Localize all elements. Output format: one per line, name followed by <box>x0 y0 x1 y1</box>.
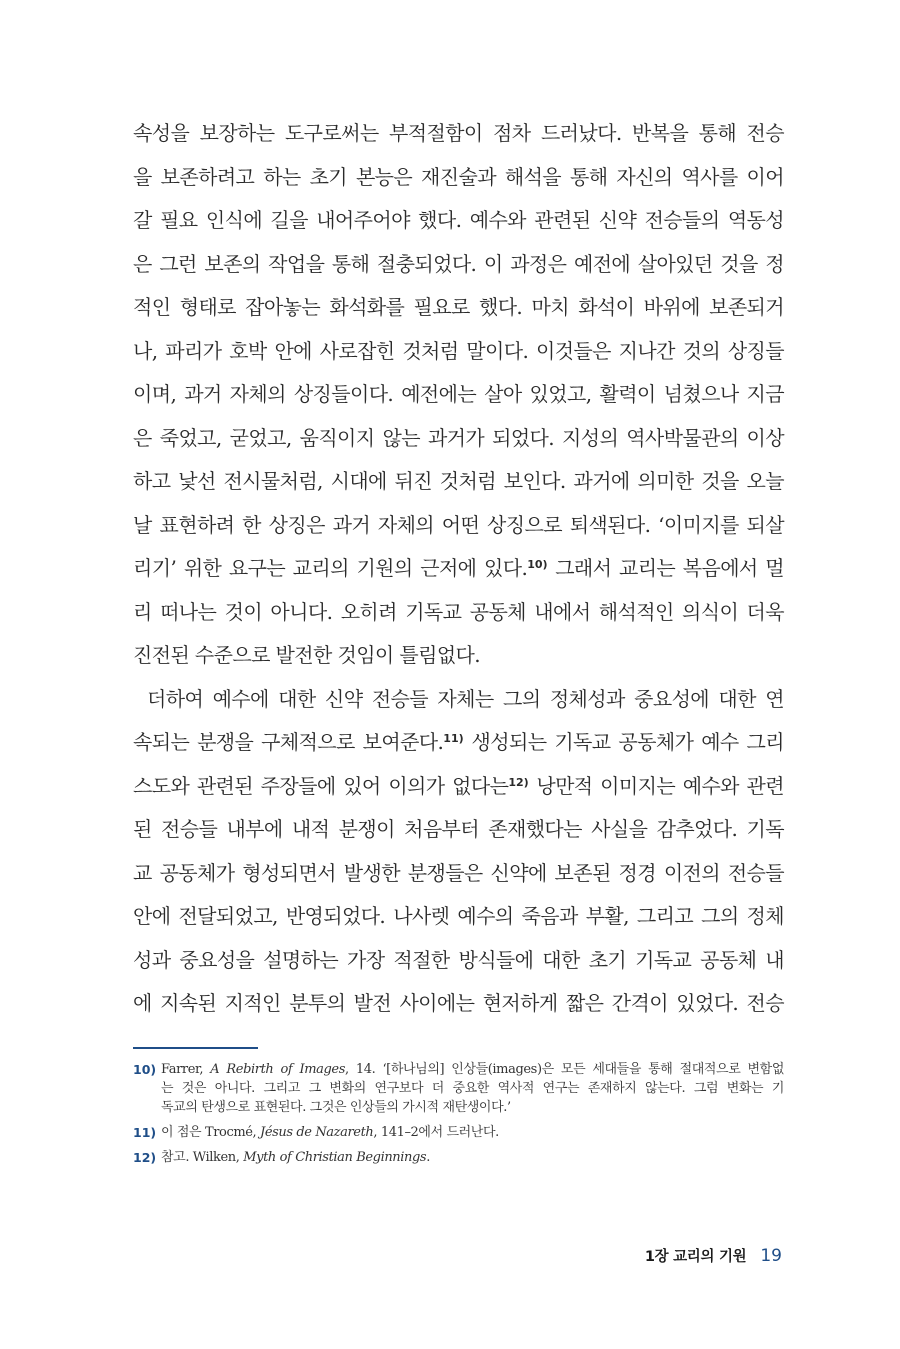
footnote-line: 독교의 탄생으로 표현된다. 그것은 인상들의 가시적 재탄생이다.’ <box>161 1100 511 1115</box>
text-line: 더하여 예수에 대한 신약 전승들 자체는 그의 정체성과 중요성에 대한 연 <box>147 686 784 711</box>
text-line: 하고 낯선 전시물처럼, 시대에 뒤진 것처럼 보인다. 과거에 의미한 것을 오늘 <box>133 469 784 493</box>
text-segment: 스도와 관련된 주장들에 있어 이의가 없다는 <box>133 773 509 798</box>
footnote-ref-12[interactable]: 12) <box>508 775 529 789</box>
chapter-title: 1장 교리의 기원 <box>644 1249 747 1265</box>
footnote-line <box>161 1060 784 1079</box>
text-segment: 낭만적 이미지는 예수와 관련 <box>528 773 785 798</box>
text-line: 갈 필요 인식에 길을 내어주어야 했다. 예수와 관련된 신약 전승들의 역동성 <box>133 208 784 232</box>
text-line: 리 떠나는 것이 아니다. 오히려 기독교 공동체 내에서 해석적인 의식이 더욱 <box>133 599 784 624</box>
text-line: 교 공동체가 형성되면서 발생한 분쟁들은 신약에 보존된 정경 이전의 전승들 <box>133 860 784 885</box>
text-line: 적인 형태로 잡아놓는 화석화를 필요로 했다. 마치 화석이 바위에 보존되거 <box>133 295 784 319</box>
footnotes <box>133 1060 784 1173</box>
text-line: 은 죽었고, 굳었고, 움직이지 않는 과거가 되었다. 지성의 역사박물관의 이상 <box>133 425 784 450</box>
text-line: 날 표현하려 한 상징은 과거 자체의 어떤 상징으로 퇴색된다. ‘이미지를 되살 <box>133 512 784 537</box>
main-text <box>133 112 784 1026</box>
text-line: 이며, 과거 자체의 상징들이다. 예전에는 살아 있었고, 활력이 넘쳤으나 지금 <box>133 382 784 406</box>
footnote-10 <box>133 1060 784 1117</box>
text-line: 안에 전달되었고, 반영되었다. 나사렛 예수의 죽음과 부활, 그리고 그의 정체 <box>133 904 784 928</box>
footnote-text: . <box>426 1150 430 1165</box>
footnote-12 <box>133 1148 784 1167</box>
page-number: 19 <box>760 1246 782 1266</box>
text-segment: 생성되는 기독교 공동체가 예수 그리 <box>463 730 784 754</box>
text-segment: 그래서 교리는 복음에서 멀 <box>547 556 784 580</box>
footnote-number: 12) <box>133 1150 157 1165</box>
text-line <box>133 547 784 591</box>
footnote-text: 참고. Wilken, <box>161 1150 244 1165</box>
footnote-ref-10[interactable]: 10) <box>527 558 548 571</box>
footnote-line: 는 것은 아니다. 그리고 그 변화의 연구보다 더 중요한 역사적 연구는 존재하지 않는다. 그럼 변화는 기 <box>161 1081 784 1096</box>
text-line: 을 보존하려고 하는 초기 본능은 재진술과 해석을 통해 자신의 역사를 이어 <box>133 164 784 189</box>
text-line: 에 지속된 지적인 분투의 발전 사이에는 현저하게 짧은 간격이 있었다. 전승 <box>133 991 784 1015</box>
footnote-number: 10) <box>133 1062 157 1077</box>
footnote-title: A Rebirth of Images <box>210 1062 345 1077</box>
footnote-text: 이 점은 Trocmé, <box>161 1125 261 1140</box>
footnote-title: Jésus de Nazareth <box>260 1125 374 1140</box>
text-line: 속성을 보장하는 도구로써는 부적절함이 점차 드러났다. 반복을 통해 전승 <box>133 121 784 145</box>
footnote-number: 11) <box>133 1125 157 1140</box>
text-line <box>133 765 784 809</box>
footnote-text: Farrer, <box>161 1062 211 1077</box>
text-line: 나, 파리가 호박 안에 사로잡힌 것처럼 말이다. 이것들은 지나간 것의 상징들 <box>133 338 784 363</box>
footnote-line <box>161 1123 784 1142</box>
footnote-11 <box>133 1123 784 1142</box>
text-line: 성과 중요성을 설명하는 가장 적절한 방식들에 대한 초기 기독교 공동체 내 <box>133 947 784 972</box>
text-segment: 속되는 분쟁을 구체적으로 보여준다. <box>133 730 444 754</box>
footnote-text: , 141–2에서 드러난다. <box>373 1125 499 1140</box>
running-footer <box>645 1245 782 1269</box>
text-line <box>133 721 784 765</box>
footnote-divider <box>133 1047 258 1049</box>
footnote-line <box>161 1148 784 1167</box>
text-line: 된 전승들 내부에 내적 분쟁이 처음부터 존재했다는 사실을 감추었다. 기독 <box>133 817 784 841</box>
footnote-text: , 14. ‘[하나님의] 인상들(images)은 모든 세대들을 통해 절대적으로 변함없 <box>344 1062 784 1077</box>
text-line: 은 그런 보존의 작업을 통해 절충되었다. 이 과정은 예전에 살아있던 것을 정 <box>133 251 784 276</box>
footnote-ref-11[interactable]: 11) <box>443 732 464 745</box>
text-segment: 리기’ 위한 요구는 교리의 기원의 근저에 있다. <box>133 556 528 580</box>
footnote-title: Myth of Christian Beginnings <box>243 1150 427 1165</box>
text-line: 진전된 수준으로 발전한 것임이 틀림없다. <box>133 643 481 667</box>
